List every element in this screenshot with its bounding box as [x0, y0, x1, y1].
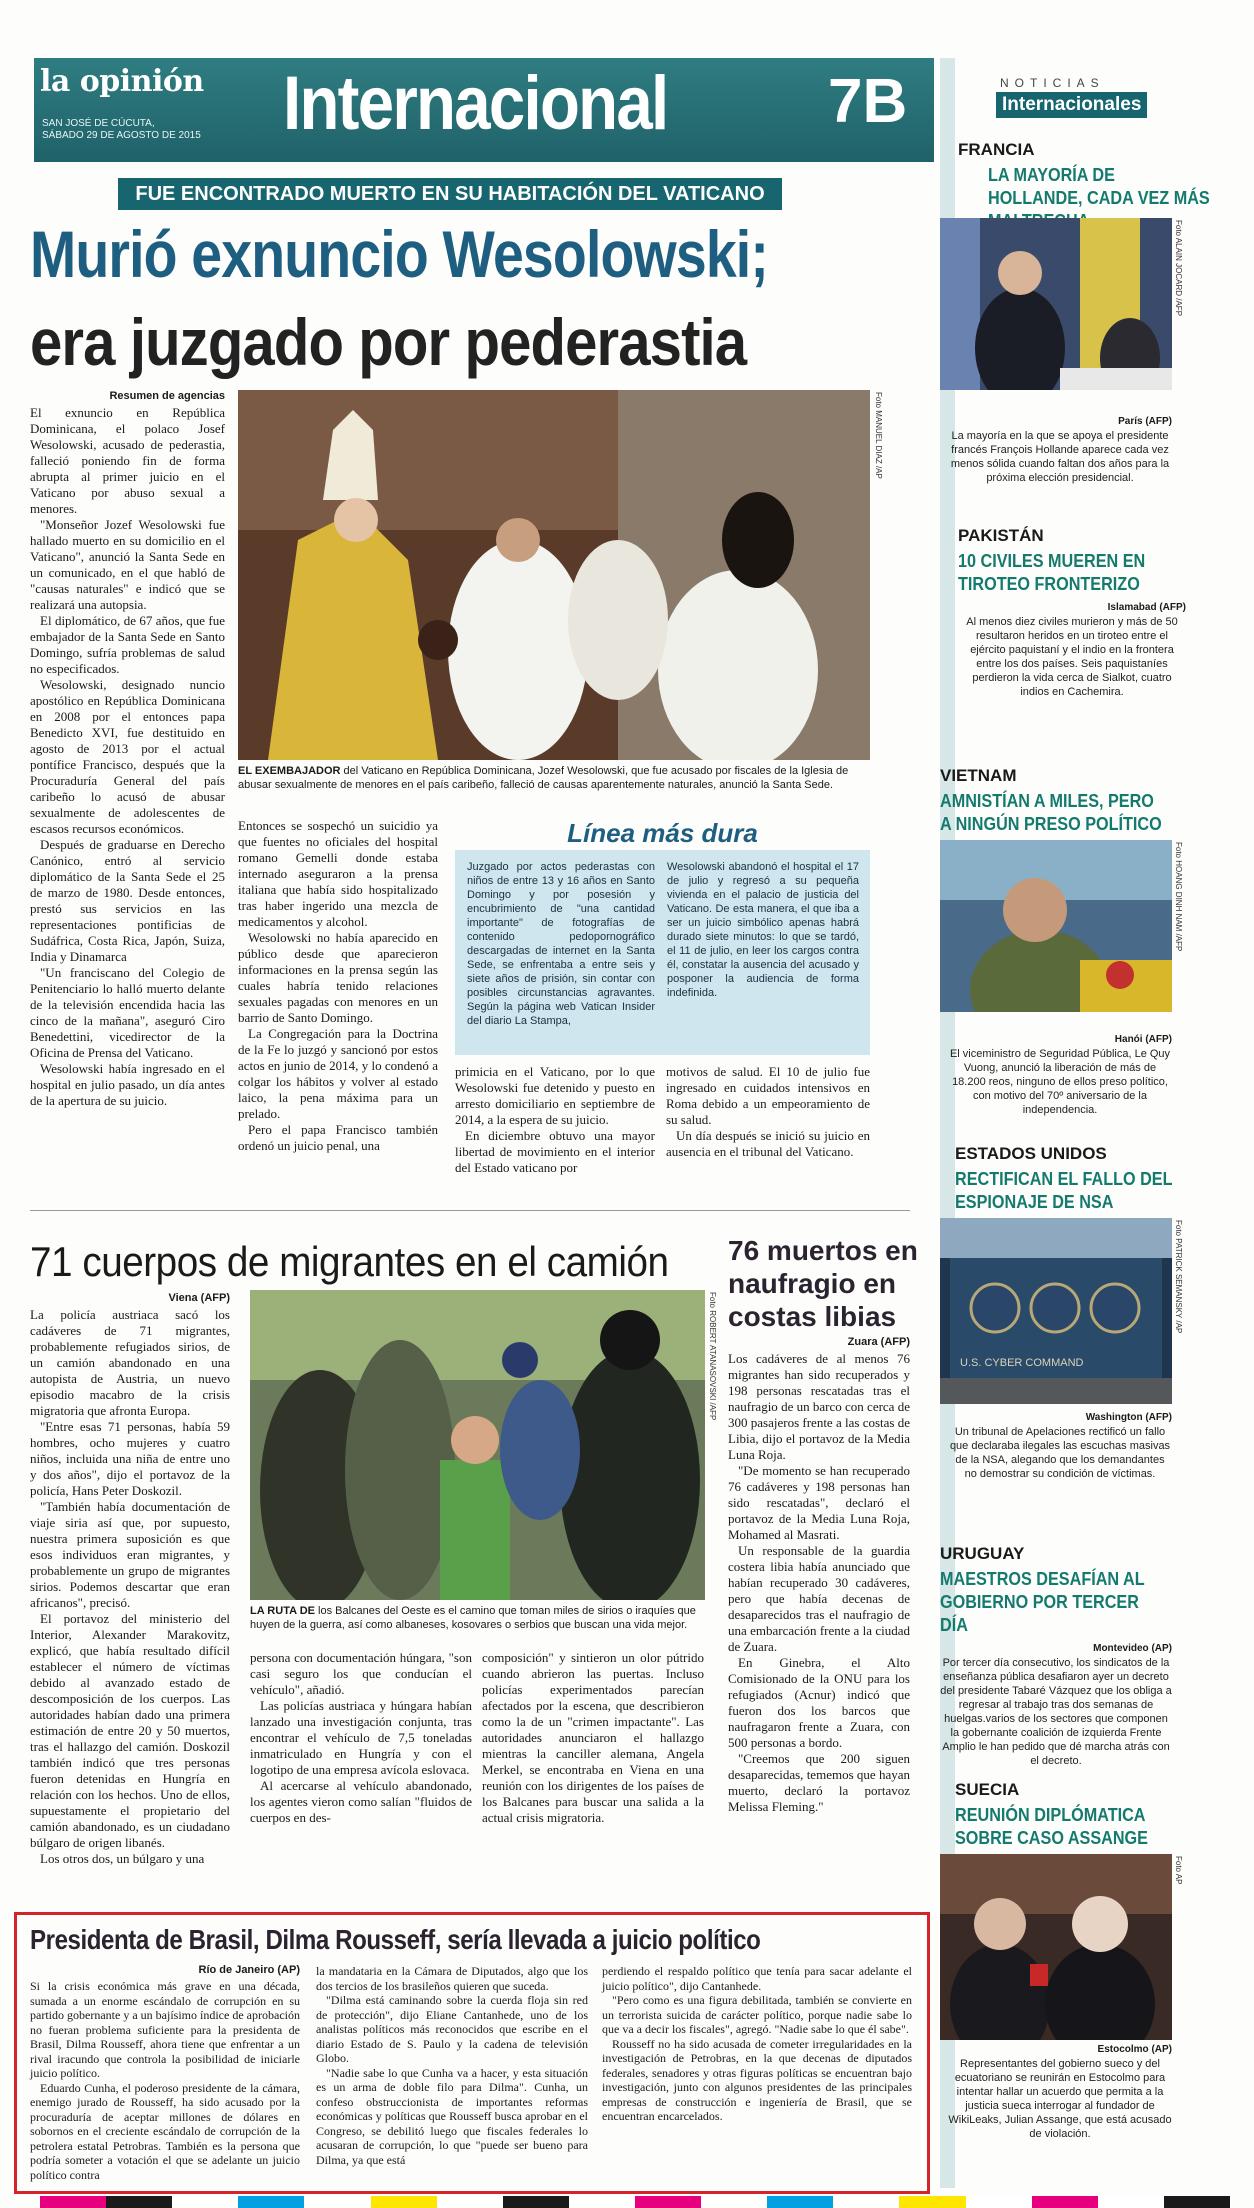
main-paragraph: El diplomático, de 67 años, que fue embajador de la Santa Sede en Santo Domingo, sufría problemas de salud no especificados.	[30, 613, 225, 676]
print-color-bar	[40, 2196, 1230, 2208]
main-photo-caption	[238, 764, 870, 792]
main-paragraph: Wesolowski no había aparecido en público desde que aparecieron informaciones en la prensa según las cuales habría tenido relaciones sexuales pagadas con menores en un barrio de Santo Domingo.	[238, 930, 438, 1025]
dilma-paragraph: "Pero como es una figura debilitada, también se convierte en un terrorista suicida de carácter político, porque nadie sabe lo que va a decir los fiscales", agregó. "Nadie sabe lo que él sabe".	[602, 1993, 912, 2036]
migrants-photo	[250, 1290, 705, 1600]
section-divider	[30, 1210, 910, 1211]
sidebar-item-pakistan	[958, 526, 1186, 699]
main-column-3	[455, 1064, 655, 1176]
sidebar-country: URUGUAY	[940, 1544, 1025, 1563]
migrants-paragraph: Al acercarse al vehículo abandonado, los agentes vieron como salían "fluidos de cuerpos en des-	[250, 1778, 472, 1825]
sidebar-item-uruguay	[940, 1544, 1172, 1768]
caption-lead: LA RUTA DE	[250, 1605, 315, 1617]
sidebar-item-suecia	[955, 1780, 1187, 1856]
sidebar-title: AMNISTÍAN A MILES, PERO A NINGÚN PRESO POLÍTICO	[940, 791, 1162, 834]
sidebar-body: La mayoría en la que se apoya el presidente francés François Hollande aparece cada vez menos sólida cuando faltan dos años para la próxima elección presidencial.	[950, 430, 1170, 484]
migrants-paragraph: El portavoz del ministerio del Interior, Alexander Marakovitz, explicó, que había resultado difícil establecer el número de víctimas debido al avanzado estado de descomposición de los cuerpos. Las autoridades habían dado una primera estimación de entre 20 y 50 muertos, tras el hallazgo del camión. Doskozil también indicó que tres personas fueron detenidas en Hungría en relación con los hechos. Uno de ellos, supuestamente el propietario del camión abandonado, es un ciudadano búlgaro de origen libanés.	[30, 1611, 230, 1850]
masthead-date: SÁBADO 29 DE AGOSTO DE 2015	[42, 130, 201, 141]
main-paragraph: El exnuncio en República Dominicana, el polaco Josef Wesolowski, acusado de pederastia, falleció poniendo fin de forma abrupta al primer juicio en el Vaticano por abuso sexual a menores.	[30, 405, 225, 516]
sidebar-item-vietnam	[940, 766, 1172, 842]
sidebar-country: SUECIA	[955, 1780, 1020, 1799]
sidebar-dateline: Washington (AFP)	[1085, 1412, 1172, 1423]
sidebar-dateline: París (AFP)	[1118, 416, 1172, 427]
vietnam-photo	[940, 840, 1172, 1012]
assange-photo	[940, 1854, 1172, 2040]
vietnam-text	[948, 1032, 1172, 1117]
sidebar-title: REUNIÓN DIPLÓMATICA SOBRE CASO ASSANGE	[955, 1805, 1148, 1848]
main-paragraph: En diciembre obtuvo una mayor libertad de movimiento en el interior del Estado vaticano por	[455, 1128, 655, 1175]
sidebar-title: RECTIFICAN EL FALLO DEL ESPIONAJE DE NSA	[955, 1169, 1173, 1212]
sidebar-country: PAKISTÁN	[958, 526, 1044, 545]
sidebar-body: Un tribunal de Apelaciones rectificó un fallo que declaraba ilegales las escuchas masivas de la NSA, alegando que los demandantes no demostrar su condición de víctimas.	[949, 1426, 1171, 1480]
main-paragraph: Wesolowski, designado nuncio apostólico en República Dominicana en 2008 por el entonces papa Benedicto XVI, fue destituido en agosto de 2013 por el actual pontífice Francisco, después que la Procuraduría General del país caribeño lo acusó de abusar sexualmente de adolescentes de escasos recursos económicos.	[30, 677, 225, 836]
francia-photo	[940, 218, 1172, 390]
sidebar-dateline: Estocolmo (AP)	[1097, 2044, 1172, 2055]
sidebar-title: LA MAYORÍA DE HOLLANDE, CADA VEZ MÁS	[988, 165, 1210, 208]
migrants-column-3	[482, 1650, 704, 1826]
libya-headline: 76 muertos en naufragio en costas libias	[728, 1235, 918, 1332]
libya-paragraph: Los cadáveres de al menos 76 migrantes han sido recuperados y 198 personas rescatadas tras el naufragio de un barco con cerca de 300 pasajeros frente a las costas de Libia, dijo el portavoz de la Media Luna Roja.	[728, 1351, 910, 1462]
migrants-column-2	[250, 1650, 472, 1826]
main-headline-line1: Murió exnuncio Wesolowski;	[30, 217, 769, 291]
caption-lead: EL EXEMBAJADOR	[238, 765, 341, 777]
migrants-paragraph: Las policías austriaca y húngara habían lanzado una investigación conjunta, tras encontrar el vehículo de 7,5 toneladas inmatriculado en Hungría y con el logotipo de una empresa avícola eslovaca.	[250, 1698, 472, 1777]
sidebar-item-estados-unidos	[955, 1144, 1187, 1220]
francia-photo-credit: Foto ALAIN JOCARD /AFP	[1174, 220, 1183, 317]
nsa-photo-credit: Foto PATRICK SEMANSKY /AP	[1174, 1220, 1183, 1334]
dilma-column-2	[316, 1964, 588, 2167]
sidebox	[455, 850, 870, 1055]
main-column-4	[666, 1064, 870, 1160]
sidebar-body: El viceministro de Seguridad Pública, Le Quy Vuong, anunció la liberación de más de 18.200 reos, ninguno de ellos preso político, con motivo del 70º aniversario de la independencia.	[949, 1048, 1171, 1116]
page-number: 7B	[828, 67, 908, 136]
migrants-paragraph: composición" y sintieron un olor pútrido cuando abrieron las puertas. Incluso policías experimentados parecían afectados por la escena, que describieron como la de un "crimen impactante". Las autoridades anunciaron el hallazgo mientras la canciller alemana, Angela Merkel, se encontraba en Viena en una reunión con los dirigentes de los países de los Balcanes para buscar una salida a la actual crisis migratoria.	[482, 1650, 704, 1825]
main-photo-credit: Foto MANUEL DIAZ /AP	[874, 392, 883, 479]
dilma-headline: Presidenta de Brasil, Dilma Rousseff, sería llevada a juicio político	[30, 1924, 761, 1955]
sidebox-title: Línea más dura	[567, 818, 758, 848]
sidebox-col1: Juzgado por actos pederastas con niños de entre 13 y 16 años en Santo Domingo y por posesión y encubrimiento de "una cantidad importante" de fotografías de contenido pedopornográfico descargadas de internet en la Santa Sede, se enfrentaba a entre seis y siete años de prisión, sin contar con posibles circunstancias agravantes. Según la página web Vatican Insider del diario La Stampa,	[467, 861, 655, 1027]
libya-paragraph: "De momento se han recuperado 76 cadáveres y 198 personas han sido rescatadas", declaró el portavoz de la Media Luna Roja, Mohamed al Masrati.	[728, 1463, 910, 1542]
migrants-paragraph: "Entre esas 71 personas, había 59 hombres, ocho mujeres y cuatro niños, incluida una niña de entre uno y dos años", dijo el portavoz de la policía, Hans Peter Doskozil.	[30, 1419, 230, 1498]
sidebar-dateline: Hanói (AFP)	[1114, 1034, 1172, 1045]
migrants-paragraph: Los otros dos, un búlgaro y una	[40, 1851, 205, 1866]
sidebar-country: FRANCIA	[958, 140, 1035, 159]
nsa-text	[948, 1410, 1172, 1481]
vietnam-photo-credit: Foto HOANG DINH NAM /AFP	[1174, 842, 1183, 952]
caption-text: los Balcanes del Oeste es el camino que toman miles de sirios o iraquíes que huyen de la guerra, así como albaneses, kosovares o serbios que buscan una vida mejor.	[250, 1605, 696, 1631]
dilma-column-3	[602, 1964, 912, 2124]
libya-paragraph: "Creemos que 200 siguen desaparecidas, tememos que hayan muerto, declaró la portavoz Melissa Fleming."	[728, 1751, 910, 1814]
sidebar-body: Por tercer día consecutivo, los sindicatos de la enseñanza pública desafiaron ayer un decreto del presidente Tabaré Vázquez que los obliga a regresar al trabajo tras dos semanas de huelgas.varios de los sectores que componen la gobernante coalición de izquierda Frente Amplio le han pedido que dé marcha atrás con el decreto.	[940, 1657, 1172, 1767]
dilma-paragraph: la mandataria en la Cámara de Diputados, algo que los dos tercios de los brasileños quieren que suceda.	[316, 1964, 588, 1993]
dilma-dateline: Río de Janeiro (AP)	[198, 1964, 300, 1976]
main-paragraph: Un día después se inició su juicio en ausencia en el tribunal del Vaticano.	[666, 1128, 870, 1159]
main-photo	[238, 390, 870, 760]
migrants-paragraph: "También había documentación de viaje siria así que, por supuesto, nuestra primera suposición es que esos individuos eran migrantes, y probablemente un grupo de migrantes sirios. Podemos descartar que eran africanos", precisó.	[30, 1499, 230, 1610]
sidebar-tag: Internacionales	[996, 92, 1147, 118]
migrants-paragraph: persona con documentación húngara, "son casi seguro los que conducían el vehículo", añadió.	[250, 1650, 472, 1697]
main-paragraph: Pero el papa Francisco también ordenó un juicio penal, una	[238, 1122, 438, 1153]
francia-text	[948, 414, 1172, 485]
libya-paragraph: En Ginebra, el Alto Comisionado de la ONU para los refugiados (Acnur) indicó que fueron dos los barcos que naufragaron frente a Zuara, con 500 personas a bordo.	[728, 1655, 910, 1750]
sidebar-title: 10 CIVILES MUEREN EN TIROTEO FRONTERIZO	[958, 551, 1146, 594]
sidebar-country: VIETNAM	[940, 766, 1017, 785]
caption-text: del Vaticano en República Dominicana, Jozef Wesolowski, que fue acusado por fiscales de la Iglesia de abusar sexualmente de menores en el país caribeño, falleció de causas aparentemente naturales, anunció la Santa Sede.	[238, 765, 849, 791]
main-paragraph: Entonces se sospechó un suicidio ya que fuentes no oficiales del hospital romano Gemelli donde estaba internado aseguraron a la prensa italiana que había sido hospitalizado tras haber ingerido una mezcla de medicamentos y alcohol.	[238, 818, 438, 929]
dilma-paragraph: "Dilma está caminando sobre la cuerda floja sin red de protección", dijo Eliane Cantanhede, uno de los analistas políticos más reconocidos que escribe en el diario Estado de S. Paulo y la cadena de televisión Globo.	[316, 1993, 588, 2065]
migrants-photo-caption	[250, 1604, 705, 1632]
main-paragraph: La Congregación para la Doctrina de la Fe lo juzgó y sancionó por estos actos en junio de 2014, y lo condenó a colgar los hábitos y volver al estado laico, la pena máxima para un prelado.	[238, 1026, 438, 1121]
sidebar-dateline: Montevideo (AP)	[1093, 1643, 1172, 1654]
migrants-column-1	[30, 1292, 230, 1867]
main-paragraph: motivos de salud. El 10 de julio fue ingresado en cuidados intensivos en Roma debido a un empeoramiento de su salud.	[666, 1064, 870, 1127]
migrants-dateline: Viena (AFP)	[168, 1292, 230, 1304]
main-paragraph: "Un franciscano del Colegio de Penitenciario lo halló muerto delante de la televisión encendida hacia las cinco de la mañana", aseguró Ciro Benedettini, vicedirector de la Oficina de Prensa del Vaticano.	[30, 965, 225, 1060]
dilma-paragraph: Eduardo Cunha, el poderoso presidente de la cámara, enemigo jurado de Rousseff, ha sido acusado por la procuraduría de aceptar millones de dólares en sobornos en el creciente escándalo de corrupción de la petrolera estatal Petrobras. También es la persona que podría someter a votación el que se adelante un juicio político contra	[30, 2080, 300, 2182]
migrants-paragraph: La policía austriaca sacó los cadáveres de 71 migrantes, probablemente refugiados sirios, de un camión abandonado en una autopista de Austria, un nuevo episodio macabro de la crisis migratoria que afronta Europa.	[30, 1307, 230, 1418]
main-column-1	[30, 390, 225, 1109]
nsa-photo	[940, 1218, 1172, 1404]
dilma-paragraph: Si la crisis económica más grave en una década, sumada a un enorme escándalo de corrupción en su partido gobernante y a un bajísimo índice de aprobación no fueran problema suficiente para la presidenta de Brasil, Dilma Rousseff, ahora tiene que enfrentar a un rival iracundo que controla la posibilidad de iniciarle juicio político.	[30, 1979, 300, 2080]
dilma-paragraph: "Nadie sabe lo que Cunha va a hacer, y esta situación es un arma de doble filo para Dilma". Cunha, un confeso obstruccionista de importantes reformas económicas y políticas que Rousseff busca aprobar en el Congreso, se debilitó luego que fiscales federales lo acusaran de corrupción, lo que "puede ser bueno para Dilma, ya que está	[316, 2065, 588, 2167]
libya-column	[728, 1336, 910, 1815]
libya-paragraph: Un responsable de la guardia costera libia había anunciado que habían recuperado 30 cadáveres, pero que había decenas de desaparecidos tras el naufragio de una embarcación frente a la ciudad de Zuara.	[728, 1543, 910, 1654]
migrants-headline: 71 cuerpos de migrantes en el camión	[30, 1238, 669, 1285]
newspaper-logo: la opinión	[40, 64, 204, 99]
migrants-photo-credit: Foto ROBERT ATANASOVSKI /AFP	[708, 1292, 717, 1421]
main-kicker: FUE ENCONTRADO MUERTO EN SU HABITACIÓN DEL VATICANO	[118, 178, 782, 210]
sidebox-col2: Wesolowski abandonó el hospital el 17 de julio y regresó a su pequeña vivienda en el palacio de justicia del Vaticano. De esta manera, el que iba a ser un juicio simbólico apenas habrá durado siete minutos: lo que se tardó, el 11 de julio, en leer los cargos contra él, constatar la ausencia del acusado y posponer la audiencia de forma indefinida.	[667, 861, 859, 999]
assange-photo-credit: Foto AP	[1174, 1856, 1183, 1885]
assange-text	[948, 2042, 1172, 2141]
sidebar-body: Representantes del gobierno sueco y del ecuatoriano se reunirán en Estocolmo para intentar hallar un acuerdo que permita a la justicia sueca interrogar al fundador de WikiLeaks, Julian Assange, que está acusado de violación.	[948, 2058, 1172, 2140]
main-headline-line2: era juzgado por pederastia	[30, 305, 747, 379]
dilma-paragraph: Rousseff no ha sido acusada de cometer irregularidades en la investigación de Petrobras, en la que decenas de diputados federales, senadores y otras figuras políticas se encuentran bajo investigación, junto con algunos presidentes de las principales empresas de construcción e ingeniería de Brasil, que se encuentran encarcelados.	[602, 2036, 912, 2123]
sidebar-body: Al menos diez civiles murieron y más de 50 resultaron heridos en un tiroteo entre el ejército paquistaní y el indio en la frontera entre los dos países. Seis paquistaníes perdieron la vida cerca de Sialkot, cuatro indios en Cachemira.	[966, 616, 1178, 698]
sidebar-title: MAESTROS DESAFÍAN AL GOBIERNO POR TERCER DÍA	[940, 1569, 1145, 1635]
sidebar-noticias: NOTICIAS	[1000, 76, 1105, 90]
main-paragraph: Wesolowski había ingresado en el hospital en julio pasado, un día antes de la apertura de su juicio.	[30, 1061, 225, 1108]
libya-dateline: Zuara (AFP)	[847, 1336, 910, 1348]
sidebar-dateline: Islamabad (AFP)	[1107, 602, 1186, 613]
main-paragraph: "Monseñor Jozef Wesolowski fue hallado muerto en su domicilio en el Vaticano", anunció la Santa Sede en un comunicado, en el que habló de "causas naturales" e indicó que se realizará una autopsia.	[30, 517, 225, 612]
main-byline: Resumen de agencias	[109, 390, 225, 402]
sidebar-country: ESTADOS UNIDOS	[955, 1144, 1107, 1163]
dilma-paragraph: perdiendo el respaldo político que tenía para sacar adelante el juicio político", dijo Cantanhede.	[602, 1964, 912, 1993]
masthead-city: SAN JOSÉ DE CÚCUTA,	[42, 118, 155, 129]
section-title: Internacional	[283, 61, 668, 146]
dilma-column-1	[30, 1964, 300, 2182]
main-paragraph: primicia en el Vaticano, por lo que Wesolowski fue detenido y puesto en arresto domiciliario en septiembre de 2014, a la espera de su juicio.	[455, 1064, 655, 1127]
nsa-sign-text: U.S. CYBER COMMAND	[960, 1357, 1084, 1369]
main-column-2	[238, 818, 438, 1154]
masthead-dateline	[42, 118, 201, 142]
main-paragraph: Después de graduarse en Derecho Canónico, entró al servicio diplomático de la Santa Sede el 25 de marzo de 1980. Desde entonces, prestó sus servicios en las representaciones pontificias de Sudáfrica, Costa Rica, Japón, Suiza, India y Dinamarca	[30, 837, 225, 964]
